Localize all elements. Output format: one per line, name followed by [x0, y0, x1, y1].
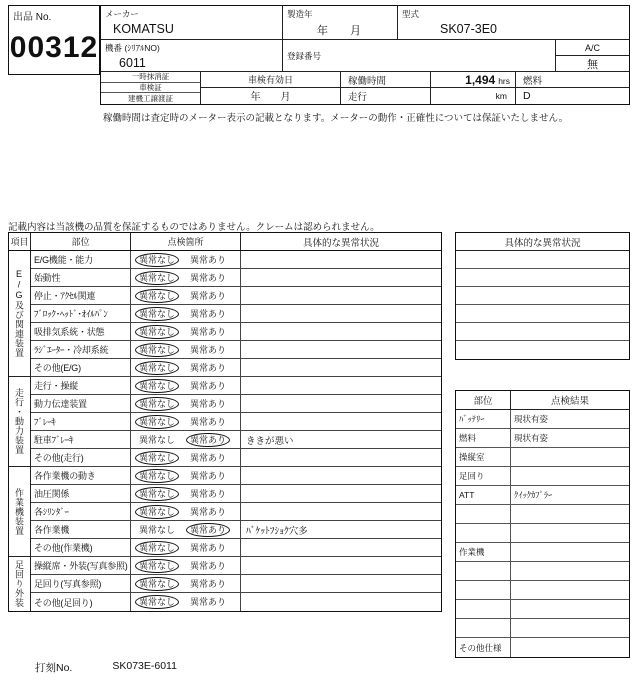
inspection-row — [31, 287, 441, 305]
check-cell — [131, 287, 241, 304]
inspection-row — [31, 449, 441, 467]
doc-temporary-erasure: 一時抹消証 — [101, 72, 200, 83]
inspection-result-table — [455, 390, 630, 658]
inspection-rows — [31, 251, 441, 611]
part-name: 油圧関係 — [31, 485, 131, 502]
part-name: 停止・ｱｸｾﾙ関連 — [31, 287, 131, 304]
shaken-valid-value: 年 月 — [250, 92, 291, 103]
ac-label: A/C — [556, 40, 629, 56]
result-row — [456, 410, 629, 429]
abnormality-detail-text — [241, 359, 441, 376]
option-no-abnormality: 異常なし — [135, 577, 179, 591]
option-abnormality: 異常あり — [190, 344, 227, 355]
result-part-name — [456, 619, 511, 637]
result-rows — [456, 410, 629, 657]
inspection-row — [31, 413, 441, 431]
option-no-abnormality: 異常なし — [139, 524, 176, 535]
option-no-abnormality: 異常なし — [135, 307, 179, 321]
result-part-name — [456, 581, 511, 599]
option-no-abnormality: 異常なし — [135, 271, 179, 285]
option-abnormality: 異常あり — [190, 308, 227, 319]
result-value — [511, 467, 629, 485]
fuel-label: 燃料 — [516, 72, 629, 88]
abnormality-detail-text — [241, 269, 441, 286]
shaken-valid-label: 車検有効日 — [201, 72, 340, 88]
check-cell — [131, 485, 241, 502]
option-abnormality: 異常あり — [190, 452, 227, 463]
part-name: 走行・操縦 — [31, 377, 131, 394]
result-part-name: 作業機 — [456, 543, 511, 561]
abnormal-detail-box-title: 具体的な異常状況 — [456, 233, 629, 251]
abnormal-detail-line — [456, 341, 629, 359]
abnormality-detail-text — [241, 539, 441, 556]
result-row — [456, 524, 629, 543]
option-abnormality: 異常あり — [190, 597, 227, 607]
result-part-name: その他仕様 — [456, 638, 511, 657]
option-no-abnormality: 異常なし — [135, 505, 179, 519]
shaken-valid-cell — [201, 72, 341, 104]
option-abnormality: 異常あり — [190, 416, 227, 427]
check-cell — [131, 557, 241, 574]
abnormality-detail-text — [241, 341, 441, 358]
meter-disclaimer-note: 稼働時間は査定時のメーター表示の記載となります。メーターの動作・正確性については保証いたしません。 — [103, 113, 569, 124]
abnormal-detail-line — [456, 287, 629, 305]
abnormality-detail-text — [241, 287, 441, 304]
inspection-row — [31, 467, 441, 485]
result-row — [456, 467, 629, 486]
part-name: 動力伝達装置 — [31, 395, 131, 412]
result-value — [511, 600, 629, 618]
inspection-row — [31, 431, 441, 449]
result-value — [511, 638, 629, 657]
column-abnormality-detail: 具体的な異常状況 — [302, 237, 379, 249]
part-name: 各作業機の動き — [31, 467, 131, 484]
stamp-number-row — [35, 660, 177, 675]
abnormality-detail-text — [241, 485, 441, 502]
result-row — [456, 619, 629, 638]
option-abnormality: 異常あり — [190, 326, 227, 337]
group-undercarriage-exterior: 足回り外装 — [9, 557, 31, 611]
check-cell — [131, 269, 241, 286]
option-abnormality: 異常あり — [190, 272, 227, 283]
hours-travel-value-cell — [431, 72, 516, 104]
inspection-row — [31, 539, 441, 557]
result-value: ｸｲｯｸｶﾌﾟﾗｰ — [514, 490, 553, 500]
inspection-row — [31, 485, 441, 503]
part-name: ﾌﾞﾚｰｷ — [31, 413, 131, 430]
inspection-row — [31, 395, 441, 413]
check-cell — [131, 593, 241, 611]
exhibit-no-label: 出品 No. — [13, 12, 52, 23]
documents-cell — [101, 72, 201, 104]
check-cell — [131, 323, 241, 340]
result-part-name — [456, 505, 511, 523]
inspection-row — [31, 521, 441, 539]
serial-cell — [101, 40, 283, 72]
abnormality-detail-text — [241, 593, 441, 611]
model-label: 型式 — [402, 9, 420, 19]
inspection-row — [31, 341, 441, 359]
ac-cell — [556, 40, 629, 72]
result-column-part: 部位 — [456, 391, 511, 409]
check-cell — [131, 395, 241, 412]
result-part-name — [456, 600, 511, 618]
abnormality-detail-text — [241, 413, 441, 430]
result-value — [511, 562, 629, 580]
option-no-abnormality: 異常なし — [135, 361, 179, 375]
check-cell — [131, 431, 241, 448]
part-name: 足回り(写真参照) — [31, 575, 131, 592]
result-value: 現状有姿 — [514, 414, 549, 424]
option-abnormality: 異常あり — [190, 362, 227, 373]
result-row — [456, 486, 629, 505]
result-row — [456, 638, 629, 657]
abnormality-detail-text — [241, 395, 441, 412]
doc-shaken: 車検証 — [101, 83, 200, 94]
check-cell — [131, 359, 241, 376]
option-abnormality: 異常あり — [190, 488, 227, 499]
exhibit-no-value: 00312 — [9, 31, 99, 64]
result-value — [511, 619, 629, 637]
option-no-abnormality: 異常なし — [135, 325, 179, 339]
option-no-abnormality: 異常なし — [135, 415, 179, 429]
abnormality-detail-text — [241, 449, 441, 466]
group-engine: E/G及び関連装置 — [9, 251, 31, 377]
option-abnormality: 異常あり — [190, 542, 227, 553]
inspection-row — [31, 377, 441, 395]
option-no-abnormality: 異常なし — [135, 487, 179, 501]
abnormality-detail-text — [241, 467, 441, 484]
fuel-value: D — [523, 89, 531, 102]
abnormal-detail-line — [456, 269, 629, 287]
part-name: ﾌﾞﾛｯｸ･ﾍｯﾄﾞ･ｵｲﾙﾊﾟﾝ — [31, 305, 131, 322]
part-name: 始動性 — [31, 269, 131, 286]
check-cell — [131, 467, 241, 484]
check-cell — [131, 413, 241, 430]
abnormality-detail-text — [241, 305, 441, 322]
result-row — [456, 562, 629, 581]
quality-disclaimer: 記載内容は当該機の品質を保証するものではありません。クレームは認められません。 — [8, 222, 380, 233]
part-name: 各ｼﾘﾝﾀﾞｰ — [31, 503, 131, 520]
option-no-abnormality: 異常なし — [135, 253, 179, 267]
abnormal-detail-lines — [456, 251, 629, 359]
travel-unit: km — [495, 90, 507, 101]
option-no-abnormality: 異常なし — [135, 379, 179, 393]
part-name: 駐車ﾌﾞﾚｰｷ — [31, 431, 131, 448]
option-abnormality: 異常あり — [190, 470, 227, 481]
stamp-number-value: SK073E-6011 — [112, 660, 177, 672]
model-value: SK07-3E0 — [440, 22, 497, 36]
check-cell — [131, 449, 241, 466]
check-cell — [131, 539, 241, 556]
hours-unit: hrs — [498, 76, 510, 86]
exhibit-no-box — [8, 5, 100, 75]
part-name: 操縦席・外装(写真参照) — [31, 557, 131, 574]
result-value: 現状有姿 — [514, 433, 549, 443]
abnormality-detail-text — [241, 503, 441, 520]
column-part: 部位 — [31, 233, 131, 250]
result-row — [456, 505, 629, 524]
machine-header-table — [100, 5, 630, 105]
result-part-name — [456, 524, 511, 542]
check-cell — [131, 251, 241, 268]
abnormal-detail-box — [455, 232, 630, 360]
check-cell — [131, 341, 241, 358]
result-value — [511, 543, 629, 561]
option-abnormality: 異常あり — [190, 290, 227, 301]
registration-label: 登録番号 — [287, 50, 322, 61]
result-part-name: 操縦室 — [456, 448, 511, 466]
option-abnormality: 異常あり — [190, 578, 227, 589]
column-checkpoints: 点検箇所 — [131, 233, 241, 250]
serial-label: 機番 (ｼﾘｱﾙNO) — [105, 43, 160, 53]
abnormality-detail-text — [241, 377, 441, 394]
result-row — [456, 429, 629, 448]
travel-label: 走行 — [348, 91, 368, 103]
option-no-abnormality: 異常なし — [135, 559, 179, 573]
inspection-table — [8, 232, 442, 612]
inspection-table-header — [9, 233, 441, 251]
inspection-row — [31, 323, 441, 341]
maker-cell — [101, 6, 283, 40]
option-no-abnormality: 異常なし — [135, 343, 179, 357]
result-value — [511, 505, 629, 523]
result-part-name: ATT — [456, 486, 511, 504]
result-value — [511, 448, 629, 466]
inspection-row — [31, 305, 441, 323]
doc-transfer-cert: 建機工譲渡証 — [128, 94, 173, 104]
fuel-cell — [516, 72, 629, 104]
part-name: 各作業機 — [31, 521, 131, 538]
part-name: その他(E/G) — [31, 359, 131, 376]
part-name: E/G機能・能力 — [31, 251, 131, 268]
option-no-abnormality: 異常なし — [135, 469, 179, 483]
inspection-row — [31, 359, 441, 377]
serial-value: 6011 — [119, 56, 146, 70]
result-row — [456, 600, 629, 619]
mfg-year-value: 年 月 — [317, 25, 361, 37]
result-value — [511, 524, 629, 542]
mfg-year-cell — [283, 6, 398, 40]
part-name: その他(作業機) — [31, 539, 131, 556]
abnormality-detail-text — [241, 323, 441, 340]
abnormality-detail-text — [241, 557, 441, 574]
abnormal-detail-line — [456, 251, 629, 269]
abnormality-detail-text — [241, 251, 441, 268]
group-work-equipment: 作業機装置 — [9, 467, 31, 557]
part-name: その他(走行) — [31, 449, 131, 466]
result-column-result: 点検結果 — [550, 396, 589, 407]
inspection-row — [31, 503, 441, 521]
part-name: 吸排気系統・状態 — [31, 323, 131, 340]
inspection-row — [31, 269, 441, 287]
option-no-abnormality: 異常なし — [135, 451, 179, 465]
option-abnormality: 異常あり — [190, 560, 227, 571]
hours-value: 1,494 — [465, 72, 496, 87]
abnormal-detail-line — [456, 305, 629, 323]
result-value — [511, 581, 629, 599]
result-part-name: 足回り — [456, 467, 511, 485]
result-part-name — [456, 562, 511, 580]
option-no-abnormality: 異常なし — [135, 595, 179, 609]
maker-value: KOMATSU — [113, 22, 174, 36]
abnormality-detail-text: ききが悪い — [246, 435, 294, 447]
group-travel-power: 走行・動力装置 — [9, 377, 31, 467]
ac-value: 無 — [587, 59, 598, 71]
inspection-row — [31, 575, 441, 593]
option-abnormality: 異常あり — [190, 380, 227, 391]
abnormal-detail-line — [456, 323, 629, 341]
inspection-row — [31, 251, 441, 269]
inspection-row — [31, 557, 441, 575]
result-part-name: ﾊﾞｯﾃﾘｰ — [456, 410, 511, 428]
option-abnormality: 異常あり — [186, 433, 230, 447]
inspection-row — [31, 593, 441, 611]
hours-travel-label-cell — [341, 72, 431, 104]
model-cell — [398, 6, 629, 40]
part-name: ﾗｼﾞｴｰﾀｰ・冷却系統 — [31, 341, 131, 358]
option-no-abnormality: 異常なし — [135, 289, 179, 303]
option-no-abnormality: 異常なし — [135, 541, 179, 555]
result-row — [456, 448, 629, 467]
result-table-header — [456, 391, 629, 410]
abnormality-detail-text — [241, 575, 441, 592]
check-cell — [131, 305, 241, 322]
check-cell — [131, 377, 241, 394]
option-abnormality: 異常あり — [190, 506, 227, 517]
check-cell — [131, 575, 241, 592]
abnormality-detail-text: ﾊﾞｹｯﾄﾌｼｮｸ穴多 — [246, 525, 308, 537]
part-name: その他(足回り) — [31, 593, 131, 611]
stamp-number-label: 打刻No. — [35, 662, 73, 674]
result-part-name: 燃料 — [456, 429, 511, 447]
check-cell — [131, 503, 241, 520]
result-row — [456, 581, 629, 600]
registration-cell — [283, 40, 556, 72]
hours-label: 稼働時間 — [341, 72, 430, 88]
option-no-abnormality: 異常なし — [135, 397, 179, 411]
option-abnormality: 異常あり — [190, 398, 227, 409]
check-cell — [131, 521, 241, 538]
column-item: 項目 — [9, 233, 31, 250]
option-abnormality: 異常あり — [190, 254, 227, 265]
option-abnormality: 異常あり — [186, 523, 230, 537]
result-row — [456, 543, 629, 562]
maker-label: メーカー — [105, 9, 139, 19]
option-no-abnormality: 異常なし — [139, 434, 176, 445]
mfg-year-label: 製造年 — [287, 9, 313, 19]
